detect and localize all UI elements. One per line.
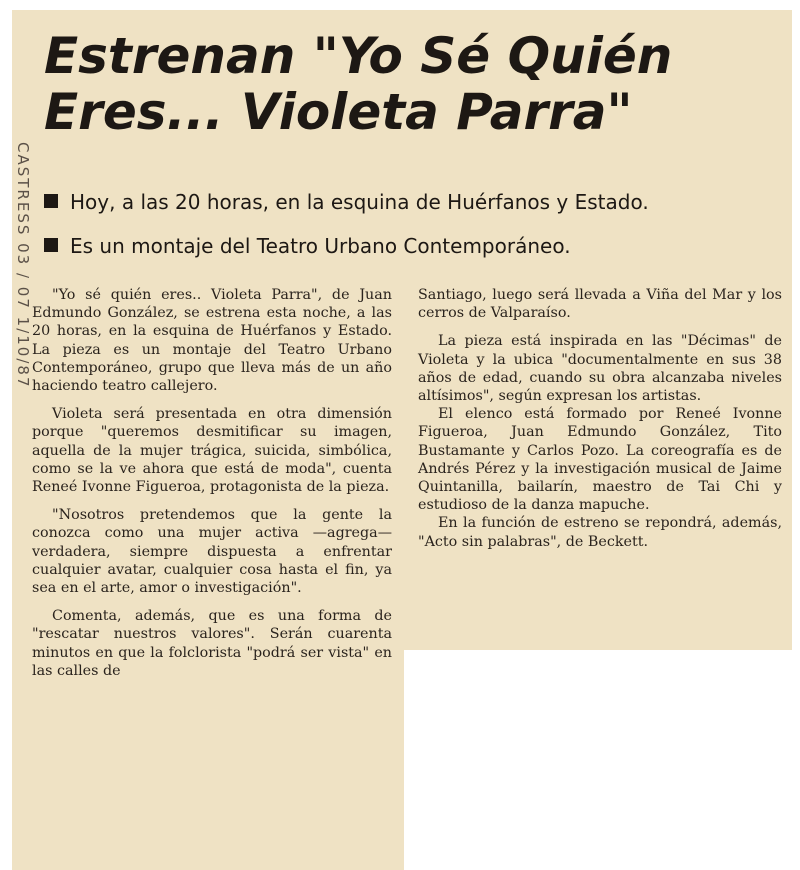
- handwritten-note: CASTRESS 03 / 07 1/10/87: [14, 142, 32, 389]
- paragraph: Comenta, además, que es una forma de "rescatar nuestros valores". Serán cuarenta minutos en que la folclorista "podrá ser vista" en las calles de: [32, 608, 392, 679]
- article-column-right: [418, 286, 782, 561]
- paragraph: Violeta será presentada en otra dimensión porque "queremos desmitificar su imagen, aquella de la mujer trágica, suicida, simbólica, como se la ve ahora que está de moda", cuenta Reneé Ivonne Figueroa, protagonista de la pieza.: [32, 406, 392, 496]
- paragraph: La pieza está inspirada en las "Décimas" de Violeta y la ubica "documentalmente en sus 38 años de edad, cuando su obra alcanzaba niveles altísimos", según expresan los artistas.: [418, 333, 782, 405]
- paragraph: "Nosotros pretendemos que la gente la conozca como una mujer activa —agrega— verdadera, siempre dispuesta a enfrentar cualquier avatar, cualquier cosa hasta el fin, ya sea en el arte, amor o investigación".: [32, 507, 392, 597]
- subheading-text: Hoy, a las 20 horas, en la esquina de Huérfanos y Estado.: [70, 190, 649, 214]
- headline-line-1: Estrenan "Yo Sé Quién: [44, 27, 673, 85]
- paragraph: "Yo sé quién eres.. Violeta Parra", de Juan Edmundo González, se estrena esta noche, a las 20 horas, en la esquina de Huérfanos y Estado. La pieza es un montaje del Teatro Urbano Contemporáneo, grupo que lleva más de un año haciendo teatro callejero.: [32, 287, 392, 395]
- paragraph: En la función de estreno se repondrá, además, "Acto sin palabras", de Beckett.: [418, 515, 782, 550]
- bullet-square-icon: [44, 194, 58, 208]
- subheading-text: Es un montaje del Teatro Urbano Contemporáneo.: [70, 234, 571, 258]
- subheading-1: [44, 190, 649, 214]
- paragraph: El elenco está formado por Reneé Ivonne Figueroa, Juan Edmundo González, Tito Bustamante y Carlos Pozo. La coreografía es de Andrés Pérez y la investigación musical de Jaime Quintanilla, bailarín, maestro de Tai Chi y estudioso de la danza mapuche.: [418, 406, 782, 514]
- headline-line-2: Eres... Violeta Parra": [44, 83, 633, 141]
- headline: [44, 28, 764, 140]
- bullet-square-icon: [44, 238, 58, 252]
- subheading-2: [44, 234, 571, 258]
- article-column-left: [32, 286, 392, 690]
- paragraph: Santiago, luego será llevada a Viña del Mar y los cerros de Valparaíso.: [418, 287, 782, 322]
